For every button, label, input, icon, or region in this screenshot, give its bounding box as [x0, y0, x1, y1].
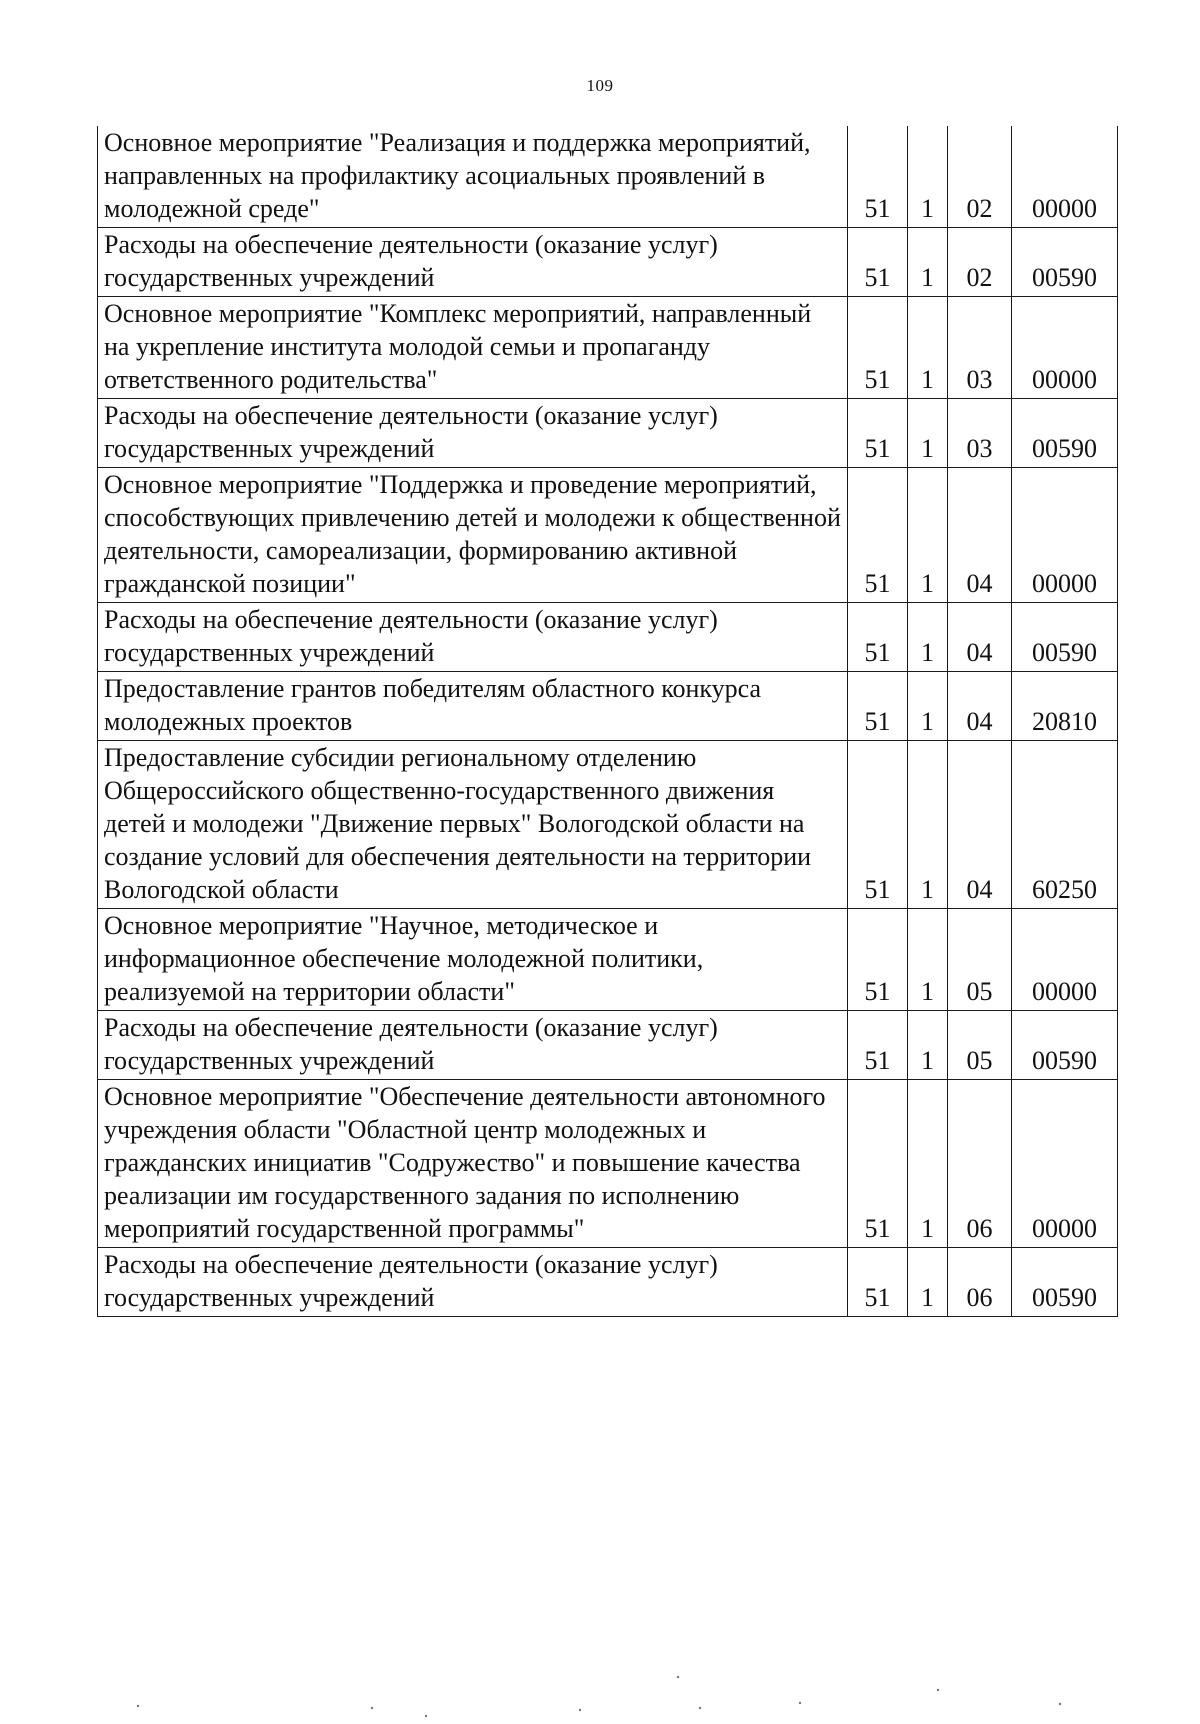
code-cell: 51	[848, 1248, 908, 1317]
code-cell: 00000	[1012, 468, 1118, 603]
page-number: 109	[586, 76, 614, 95]
code-cell: 1	[908, 1080, 948, 1248]
code-cell: 51	[848, 468, 908, 603]
code-cell: 02	[948, 126, 1012, 228]
code-cell: 51	[848, 126, 908, 228]
expense-name-cell: Расходы на обеспечение деятельности (оказание услуг) государственных учреждений	[98, 603, 848, 672]
code-cell: 00000	[1012, 909, 1118, 1011]
code-cell: 03	[948, 399, 1012, 468]
table-row	[98, 468, 1118, 603]
code-cell: 1	[908, 672, 948, 741]
code-cell: 51	[848, 672, 908, 741]
code-cell: 06	[948, 1080, 1012, 1248]
code-cell: 1	[908, 603, 948, 672]
code-cell: 60250	[1012, 741, 1118, 909]
code-cell: 20810	[1012, 672, 1118, 741]
expense-name-cell: Основное мероприятие "Поддержка и проведение мероприятий, способствующих привлечению детей и молодежи к общественной деятельности, самореализации, формированию активной гражданской позиции"	[98, 468, 848, 603]
code-cell: 00590	[1012, 399, 1118, 468]
code-cell: 51	[848, 1011, 908, 1080]
table-row	[98, 1080, 1118, 1248]
code-cell: 1	[908, 228, 948, 297]
code-cell: 04	[948, 468, 1012, 603]
expense-name-cell: Основное мероприятие "Комплекс мероприятий, направленный на укрепление института молодой семьи и пропаганду ответственного родительства"	[98, 297, 848, 399]
expense-name-cell: Предоставление субсидии региональному отделению Общероссийского общественно-государственного движения детей и молодежи "Движение первых" Вологодской области на создание условий для обеспечения деятельности на территории Вологодской области	[98, 741, 848, 909]
code-cell: 06	[948, 1248, 1012, 1317]
expense-name-cell: Расходы на обеспечение деятельности (оказание услуг) государственных учреждений	[98, 399, 848, 468]
table-row	[98, 672, 1118, 741]
code-cell: 00590	[1012, 1248, 1118, 1317]
code-cell: 51	[848, 603, 908, 672]
table-row	[98, 297, 1118, 399]
table-row	[98, 126, 1118, 228]
code-cell: 04	[948, 672, 1012, 741]
expense-name-cell: Расходы на обеспечение деятельности (оказание услуг) государственных учреждений	[98, 228, 848, 297]
code-cell: 1	[908, 399, 948, 468]
table-row	[98, 1011, 1118, 1080]
code-cell: 1	[908, 126, 948, 228]
code-cell: 00000	[1012, 126, 1118, 228]
code-cell: 04	[948, 741, 1012, 909]
scan-noise-dots	[0, 1590, 1200, 1720]
expense-name-cell: Основное мероприятие "Научное, методическое и информационное обеспечение молодежной политики, реализуемой на территории области"	[98, 909, 848, 1011]
code-cell: 05	[948, 1011, 1012, 1080]
code-cell: 51	[848, 399, 908, 468]
code-cell: 1	[908, 909, 948, 1011]
code-cell: 51	[848, 297, 908, 399]
expense-name-cell: Основное мероприятие "Реализация и поддержка мероприятий, направленных на профилактику асоциальных проявлений в молодежной среде"	[98, 126, 848, 228]
budget-classification-table	[97, 126, 1118, 1317]
table-row	[98, 603, 1118, 672]
code-cell: 51	[848, 909, 908, 1011]
code-cell: 51	[848, 741, 908, 909]
expense-name-cell: Расходы на обеспечение деятельности (оказание услуг) государственных учреждений	[98, 1011, 848, 1080]
table-row	[98, 399, 1118, 468]
code-cell: 00000	[1012, 297, 1118, 399]
table-row	[98, 1248, 1118, 1317]
table-row	[98, 909, 1118, 1011]
code-cell: 00590	[1012, 1011, 1118, 1080]
expense-name-cell: Предоставление грантов победителям областного конкурса молодежных проектов	[98, 672, 848, 741]
code-cell: 05	[948, 909, 1012, 1011]
code-cell: 51	[848, 228, 908, 297]
table-row	[98, 228, 1118, 297]
code-cell: 03	[948, 297, 1012, 399]
code-cell: 1	[908, 741, 948, 909]
code-cell: 1	[908, 1011, 948, 1080]
code-cell: 51	[848, 1080, 908, 1248]
code-cell: 1	[908, 1248, 948, 1317]
code-cell: 02	[948, 228, 1012, 297]
table-row	[98, 741, 1118, 909]
expense-name-cell: Расходы на обеспечение деятельности (оказание услуг) государственных учреждений	[98, 1248, 848, 1317]
code-cell: 00590	[1012, 228, 1118, 297]
code-cell: 00590	[1012, 603, 1118, 672]
code-cell: 00000	[1012, 1080, 1118, 1248]
code-cell: 1	[908, 468, 948, 603]
code-cell: 04	[948, 603, 1012, 672]
code-cell: 1	[908, 297, 948, 399]
expense-name-cell: Основное мероприятие "Обеспечение деятельности автономного учреждения области "Областной центр молодежных и гражданских инициатив "Содружество" и повышение качества реализации им государственного задания по исполнению мероприятий государственной программы"	[98, 1080, 848, 1248]
